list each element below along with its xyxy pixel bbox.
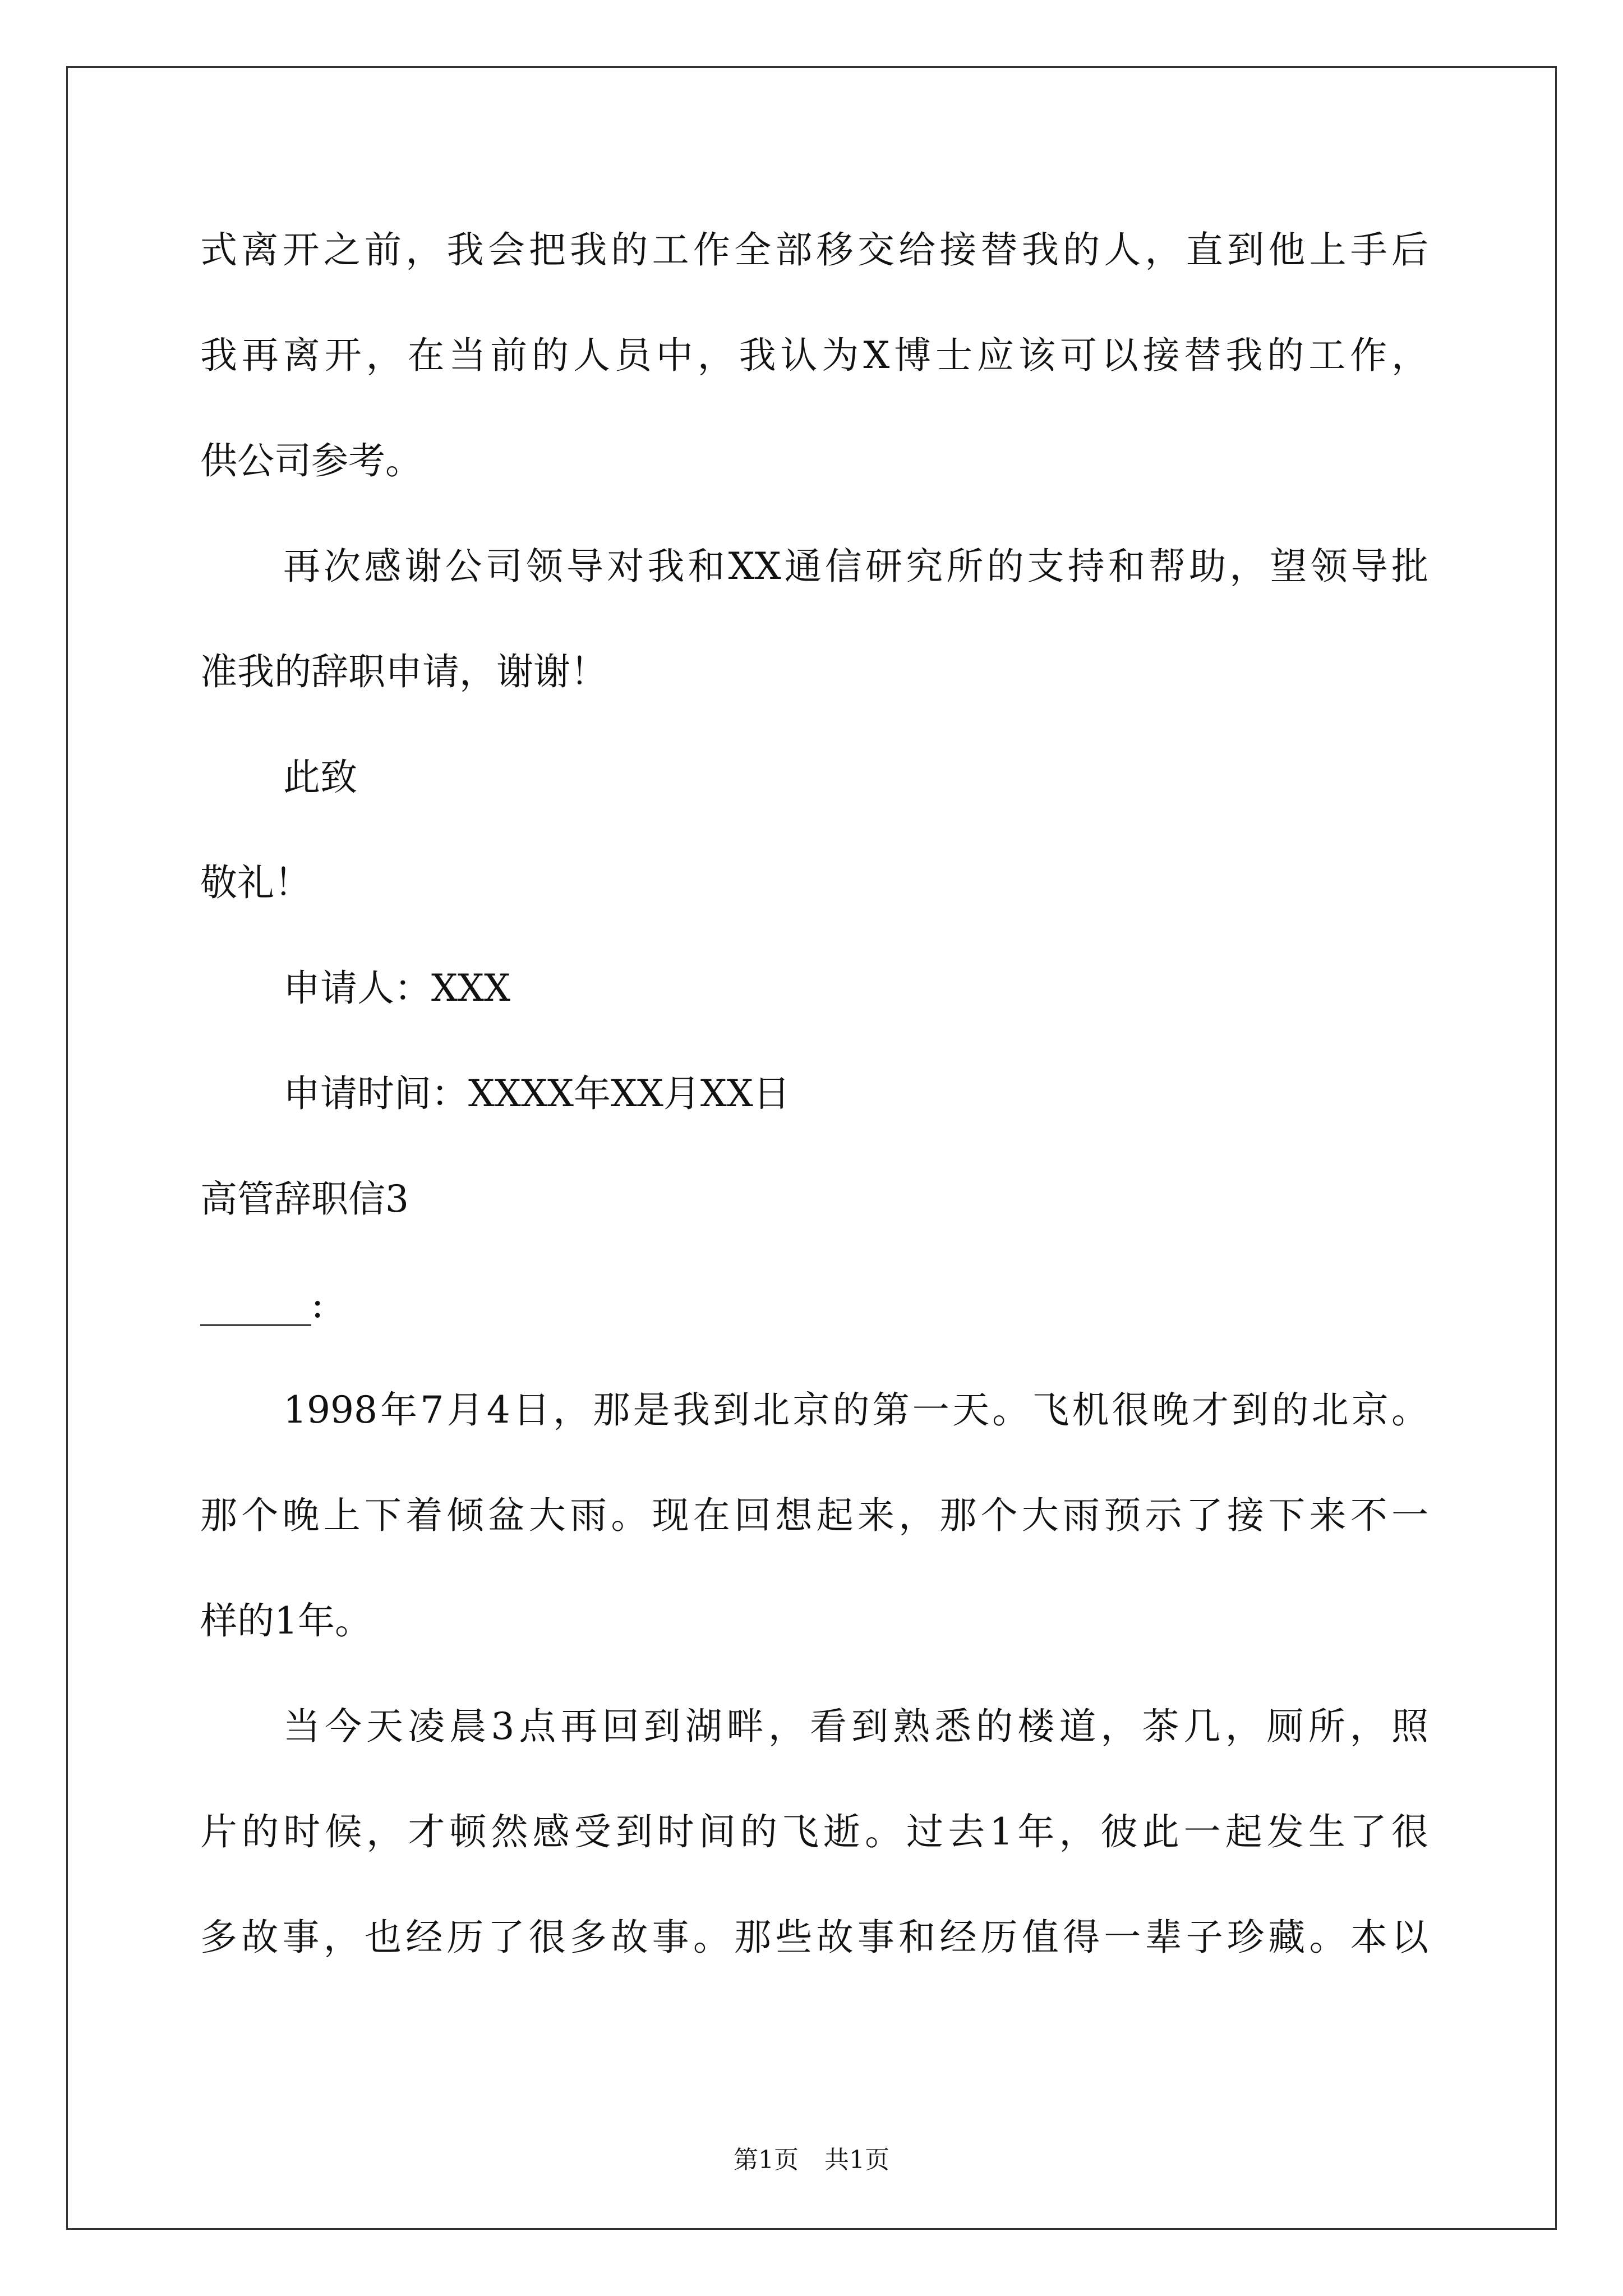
page-total: 共1页 (824, 2146, 889, 2174)
paragraph-start: 再次感谢公司领导对我和XX通信研究所的支持和帮助，望领导批 (283, 545, 1428, 588)
page-number: 第1页 (734, 2146, 799, 2174)
text-line: 样的1年。 (200, 1599, 372, 1642)
text-line: 片的时候，才顿然感受到时间的飞逝。过去1年，彼此一起发生了很 (200, 1810, 1428, 1853)
text-line: 准我的辞职申请，谢谢！ (200, 650, 607, 693)
closing-salutation: 此致 (283, 756, 357, 799)
closing-regards: 敬礼！ (200, 861, 311, 904)
text-line: 多故事，也经历了很多故事。那些故事和经历值得一辈子珍藏。本以 (200, 1916, 1428, 1959)
addressee-blank: ______: (200, 1283, 324, 1326)
text-line: 式离开之前，我会把我的工作全部移交给接替我的人，直到他上手后 (200, 228, 1428, 272)
section-title: 高管辞职信3 (200, 1177, 409, 1221)
page-footer (0, 2139, 1623, 2175)
paragraph-start: 当今天凌晨3点再回到湖畔，看到熟悉的楼道，茶几，厕所，照 (283, 1705, 1428, 1748)
applicant-name: 申请人：XXX (283, 967, 510, 1010)
text-line: 供公司参考。 (200, 439, 422, 482)
text-line: 我再离开，在当前的人员中，我认为X博士应该可以接替我的工作， (200, 334, 1428, 377)
paragraph-start: 1998年7月4日，那是我到北京的第一天。飞机很晚才到的北京。 (283, 1388, 1428, 1432)
text-line: 那个晚上下着倾盆大雨。现在回想起来，那个大雨预示了接下来不一 (200, 1494, 1428, 1537)
application-date: 申请时间：XXXX年XX月XX日 (283, 1072, 790, 1115)
